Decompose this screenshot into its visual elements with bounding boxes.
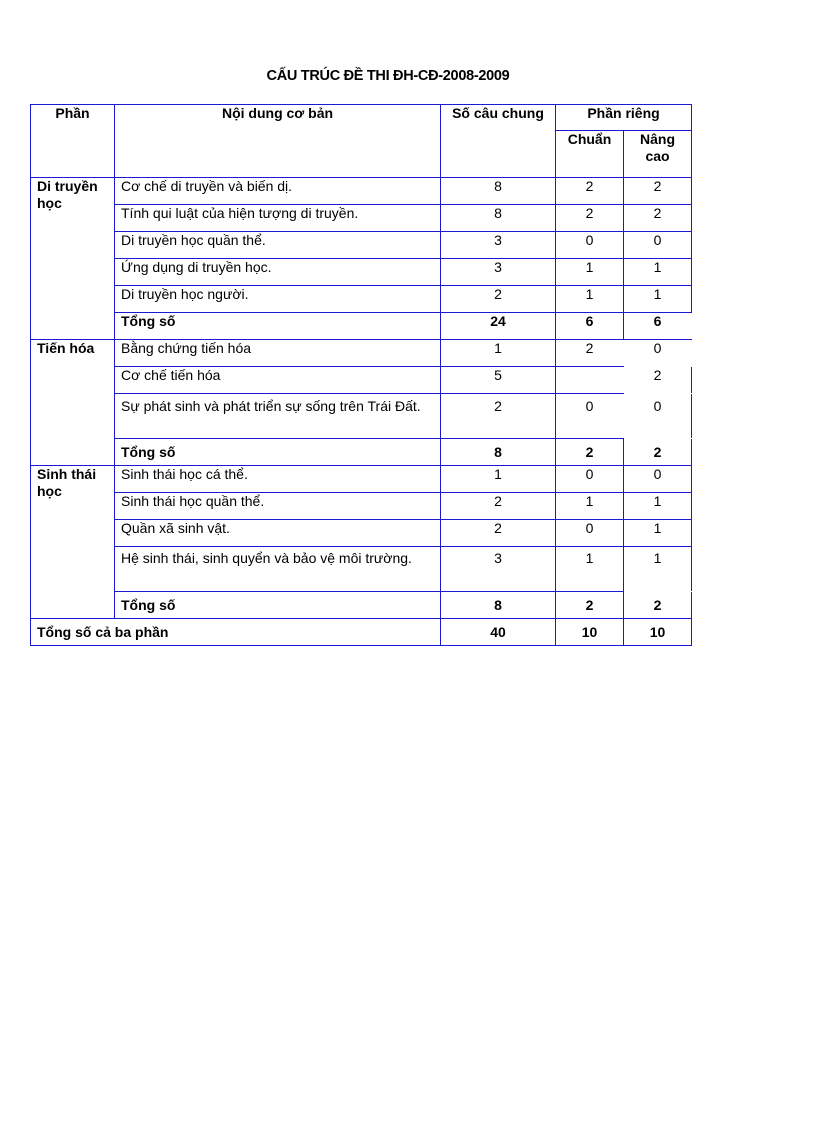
row-chuan: 2 [556, 340, 624, 367]
table-row [31, 466, 692, 493]
section-name: Tiến hóa [31, 340, 115, 466]
header-so-cau-chung: Số câu chung [441, 105, 556, 178]
row-content: Cơ chế di truyền và biến dị. [115, 178, 441, 205]
header-phan: Phần [31, 105, 115, 178]
total-row [31, 439, 692, 466]
grand-total-chuan: 10 [556, 619, 624, 646]
table-row [31, 232, 692, 259]
row-chung: 2 [441, 520, 556, 547]
table-row [31, 493, 692, 520]
total-row [31, 592, 692, 619]
row-nang-cao: 1 [624, 286, 692, 313]
total-nang-cao: 6 [624, 313, 692, 340]
row-content: Hệ sinh thái, sinh quyển và bảo vệ môi trường. [115, 547, 441, 592]
row-chuan [556, 367, 624, 394]
total-nang-cao: 2 [624, 592, 692, 619]
row-chung: 5 [441, 367, 556, 394]
total-chung: 24 [441, 313, 556, 340]
total-chuan: 6 [556, 313, 624, 340]
row-chung: 3 [441, 232, 556, 259]
row-nang-cao: 2 [624, 178, 692, 205]
table-row [31, 205, 692, 232]
row-content: Ứng dụng di truyền học. [115, 259, 441, 286]
grand-total-label: Tổng số cả ba phần [31, 619, 441, 646]
row-chuan: 2 [556, 205, 624, 232]
total-label: Tổng số [115, 313, 441, 340]
row-nang-cao: 0 [624, 232, 692, 259]
total-chung: 8 [441, 592, 556, 619]
row-chuan: 1 [556, 286, 624, 313]
header-chuan: Chuẩn [556, 131, 624, 178]
table-row [31, 340, 692, 367]
row-chuan: 0 [556, 232, 624, 259]
page-title: CẤU TRÚC ĐỀ THI ĐH-CĐ-2008-2009 [266, 68, 510, 84]
table-row [31, 367, 692, 394]
row-nang-cao: 1 [624, 493, 692, 520]
row-content: Sinh thái học quần thể. [115, 493, 441, 520]
header-noi-dung: Nội dung cơ bản [115, 105, 441, 178]
row-nang-cao: 1 [624, 547, 692, 592]
row-content: Sinh thái học cá thể. [115, 466, 441, 493]
total-label: Tổng số [115, 592, 441, 619]
grand-total-row [31, 619, 692, 646]
row-chuan: 0 [556, 466, 624, 493]
table-row [31, 520, 692, 547]
row-nang-cao: 2 [624, 367, 692, 394]
row-content: Di truyền học người. [115, 286, 441, 313]
grand-total-chung: 40 [441, 619, 556, 646]
row-content: Quần xã sinh vật. [115, 520, 441, 547]
exam-structure-table [30, 104, 692, 646]
row-chuan: 1 [556, 259, 624, 286]
table-row [31, 547, 692, 592]
row-nang-cao: 1 [624, 259, 692, 286]
total-label: Tổng số [115, 439, 441, 466]
row-chuan: 1 [556, 493, 624, 520]
total-chuan: 2 [556, 592, 624, 619]
table-row [31, 178, 692, 205]
total-nang-cao: 2 [624, 439, 692, 466]
row-content: Sự phát sinh và phát triển sự sống trên Trái Đất. [115, 394, 441, 439]
row-chuan: 0 [556, 394, 624, 439]
total-chung: 8 [441, 439, 556, 466]
row-chung: 1 [441, 466, 556, 493]
table-row [31, 286, 692, 313]
row-chuan: 1 [556, 547, 624, 592]
header-nang-cao: Nâng cao [624, 131, 692, 178]
row-nang-cao: 0 [624, 340, 692, 367]
row-chung: 3 [441, 259, 556, 286]
row-chung: 2 [441, 286, 556, 313]
row-nang-cao: 0 [624, 466, 692, 493]
row-chung: 1 [441, 340, 556, 367]
table-row [31, 259, 692, 286]
header-phan-rieng: Phần riêng [556, 105, 692, 131]
grand-total-nang-cao: 10 [624, 619, 692, 646]
row-chung: 3 [441, 547, 556, 592]
row-nang-cao: 0 [624, 394, 692, 439]
row-nang-cao: 1 [624, 520, 692, 547]
section-name: Sinh thái học [31, 466, 115, 619]
table-row [31, 394, 692, 439]
row-content: Cơ chế tiến hóa [115, 367, 441, 394]
row-chung: 8 [441, 205, 556, 232]
row-chung: 2 [441, 394, 556, 439]
row-content: Bằng chứng tiến hóa [115, 340, 441, 367]
row-content: Di truyền học quần thể. [115, 232, 441, 259]
total-row [31, 313, 692, 340]
row-content: Tính qui luật của hiện tượng di truyền. [115, 205, 441, 232]
row-chuan: 2 [556, 178, 624, 205]
row-nang-cao: 2 [624, 205, 692, 232]
row-chung: 8 [441, 178, 556, 205]
section-name: Di truyền học [31, 178, 115, 340]
row-chuan: 0 [556, 520, 624, 547]
total-chuan: 2 [556, 439, 624, 466]
row-chung: 2 [441, 493, 556, 520]
